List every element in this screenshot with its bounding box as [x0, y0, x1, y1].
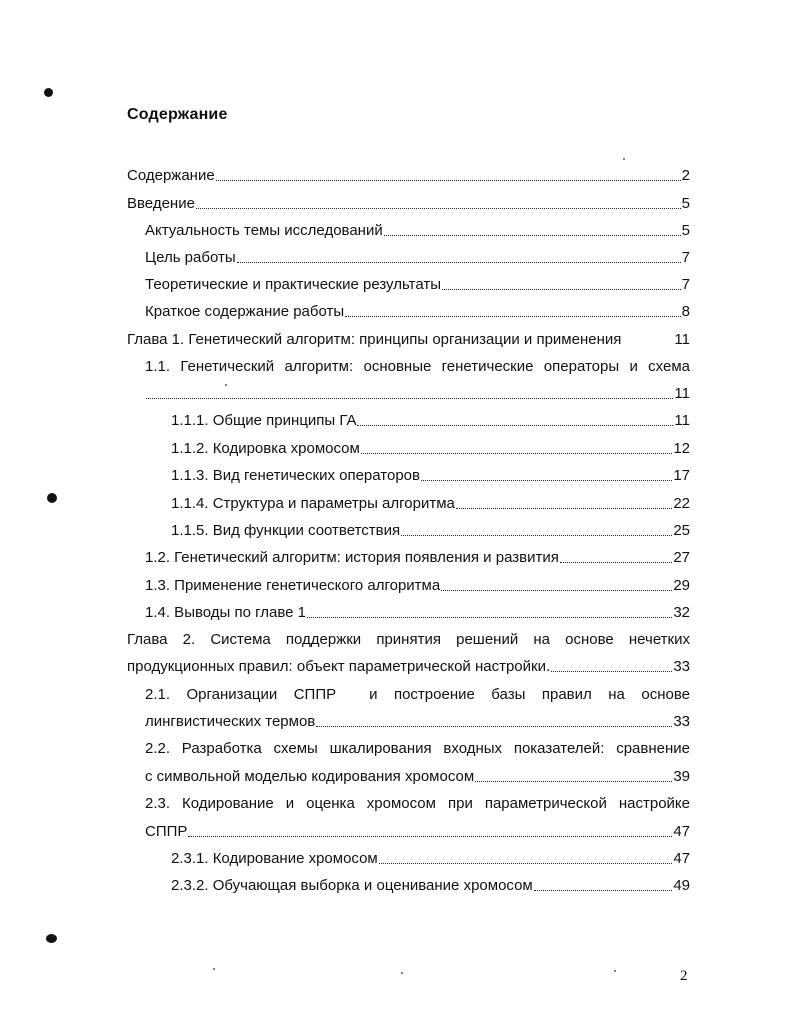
toc-entry-page: 49	[673, 877, 690, 894]
toc-entry[interactable]	[145, 767, 690, 787]
dot-leader	[560, 562, 672, 563]
dot-leader	[196, 208, 681, 209]
toc-entry-title: 1.1.3. Вид генетических операторов	[171, 467, 420, 484]
dot-leader	[237, 262, 681, 263]
dot-leader	[456, 508, 672, 509]
toc-entry-page: 11	[674, 385, 690, 402]
toc-entry-page: 5	[681, 222, 690, 239]
page-title: Содержание	[127, 106, 228, 123]
dot-leader	[442, 289, 681, 290]
toc-entry-page: 32	[673, 604, 690, 621]
dot-leader	[534, 890, 673, 891]
dot-leader	[357, 425, 673, 426]
toc-entry-title-line[interactable]: 2.3. Кодирование и оценка хромосом при параметрической настройке	[145, 795, 690, 812]
dot-leader	[345, 316, 681, 317]
dot-leader	[307, 617, 672, 618]
punch-hole-mark	[44, 88, 53, 97]
toc-entry[interactable]	[171, 466, 690, 486]
dot-leader	[441, 590, 672, 591]
toc-entry[interactable]	[127, 657, 690, 677]
toc-entry[interactable]	[145, 603, 690, 623]
toc-entry-title: Глава 1. Генетический алгоритм: принципы организации и применения	[127, 331, 622, 348]
toc-entry-title: Цель работы	[145, 249, 236, 266]
dot-leader	[316, 726, 672, 727]
toc-entry-page: 47	[673, 823, 690, 840]
toc-entry-title: 1.1.5. Вид функции соответствия	[171, 522, 401, 539]
toc-entry[interactable]	[127, 330, 690, 350]
toc-entry-page: 33	[673, 658, 690, 675]
dot-leader	[146, 398, 673, 399]
page-number: 2	[680, 968, 688, 984]
dot-leader	[421, 480, 672, 481]
toc-entry-title-line[interactable]: 2.2. Разработка схемы шкалирования входных показателей: сравнение	[145, 740, 690, 757]
toc-entry-title: 1.1.1. Общие принципы ГА	[171, 412, 357, 429]
toc-entry[interactable]	[145, 275, 690, 295]
toc-entry-title: Актуальность темы исследований	[145, 222, 383, 239]
toc-entry-title: 1.1.2. Кодировка хромосом	[171, 440, 360, 457]
toc-entry[interactable]	[127, 166, 690, 186]
toc-entry-page: 11	[674, 331, 690, 348]
scan-speck	[213, 968, 215, 970]
toc-entry-title-line[interactable]: Глава 2. Система поддержки принятия решений на основе нечетких	[127, 631, 690, 648]
toc-entry[interactable]	[145, 384, 690, 404]
scan-speck	[614, 970, 616, 972]
toc-entry-page: 29	[673, 577, 690, 594]
toc-entry[interactable]	[145, 712, 690, 732]
toc-entry-page: 25	[673, 522, 690, 539]
toc-entry-title: лингвистических термов	[145, 713, 316, 730]
toc-entry-page: 7	[681, 249, 690, 266]
toc-entry[interactable]	[171, 521, 690, 541]
dot-leader	[188, 836, 672, 837]
toc-entry-page: 17	[673, 467, 690, 484]
toc-entry[interactable]	[171, 876, 690, 896]
dot-leader	[475, 781, 672, 782]
toc-entry-title: продукционных правил: объект параметрической настройки.	[127, 658, 551, 675]
dot-leader	[551, 671, 672, 672]
toc-entry-title: Введение	[127, 195, 195, 212]
dot-leader	[216, 180, 681, 181]
toc-entry-title: Содержание	[127, 167, 215, 184]
toc-entry[interactable]	[127, 194, 690, 214]
toc-entry[interactable]	[145, 822, 690, 842]
dot-leader	[384, 235, 681, 236]
toc-entry-page: 11	[674, 412, 690, 429]
toc-entry[interactable]	[145, 548, 690, 568]
toc-entry[interactable]	[171, 494, 690, 514]
toc-entry[interactable]	[145, 248, 690, 268]
toc-entry-page: 39	[673, 768, 690, 785]
toc-entry-title: СППР	[145, 823, 188, 840]
toc-entry-page: 5	[681, 195, 690, 212]
dot-leader	[379, 863, 673, 864]
toc-entry-page: 8	[681, 303, 690, 320]
toc-entry-title: 1.4. Выводы по главе 1	[145, 604, 307, 621]
punch-hole-mark	[46, 934, 57, 943]
toc-entry[interactable]	[145, 221, 690, 241]
toc-entry-title: 2.3.2. Обучающая выборка и оценивание хромосом	[171, 877, 533, 894]
toc-entry-page: 47	[673, 850, 690, 867]
toc-entry-page: 27	[673, 549, 690, 566]
toc-entry-title-line[interactable]: 1.1. Генетический алгоритм: основные генетические операторы и схема	[145, 358, 690, 375]
toc-entry-page: 33	[673, 713, 690, 730]
toc-entry[interactable]	[145, 576, 690, 596]
toc-entry-title: Теоретические и практические результаты	[145, 276, 441, 293]
scan-speck	[225, 384, 227, 386]
toc-entry-title: 1.3. Применение генетического алгоритма	[145, 577, 441, 594]
toc-entry-title: 1.1.4. Структура и параметры алгоритма	[171, 495, 455, 512]
toc-entry-title: с символьной моделью кодирования хромосом	[145, 768, 475, 785]
toc-entry-title: 1.2. Генетический алгоритм: история появления и развития	[145, 549, 559, 566]
toc-entry-page: 2	[681, 167, 690, 184]
dot-leader	[361, 453, 673, 454]
scan-speck	[401, 972, 403, 974]
toc-entry[interactable]	[145, 302, 690, 322]
toc-entry-page: 22	[673, 495, 690, 512]
toc-entry-page: 7	[681, 276, 690, 293]
toc-entry[interactable]	[171, 849, 690, 869]
punch-hole-mark	[47, 493, 57, 503]
toc-entry-title: 2.3.1. Кодирование хромосом	[171, 850, 378, 867]
toc-entry-title: Краткое содержание работы	[145, 303, 345, 320]
dot-leader	[401, 535, 672, 536]
toc-entry[interactable]	[171, 411, 690, 431]
scan-speck	[623, 158, 625, 160]
toc-entry[interactable]	[171, 439, 690, 459]
toc-entry-page: 12	[673, 440, 690, 457]
toc-entry-title-line[interactable]: 2.1. Организации СППР и построение базы правил на основе	[145, 686, 690, 703]
